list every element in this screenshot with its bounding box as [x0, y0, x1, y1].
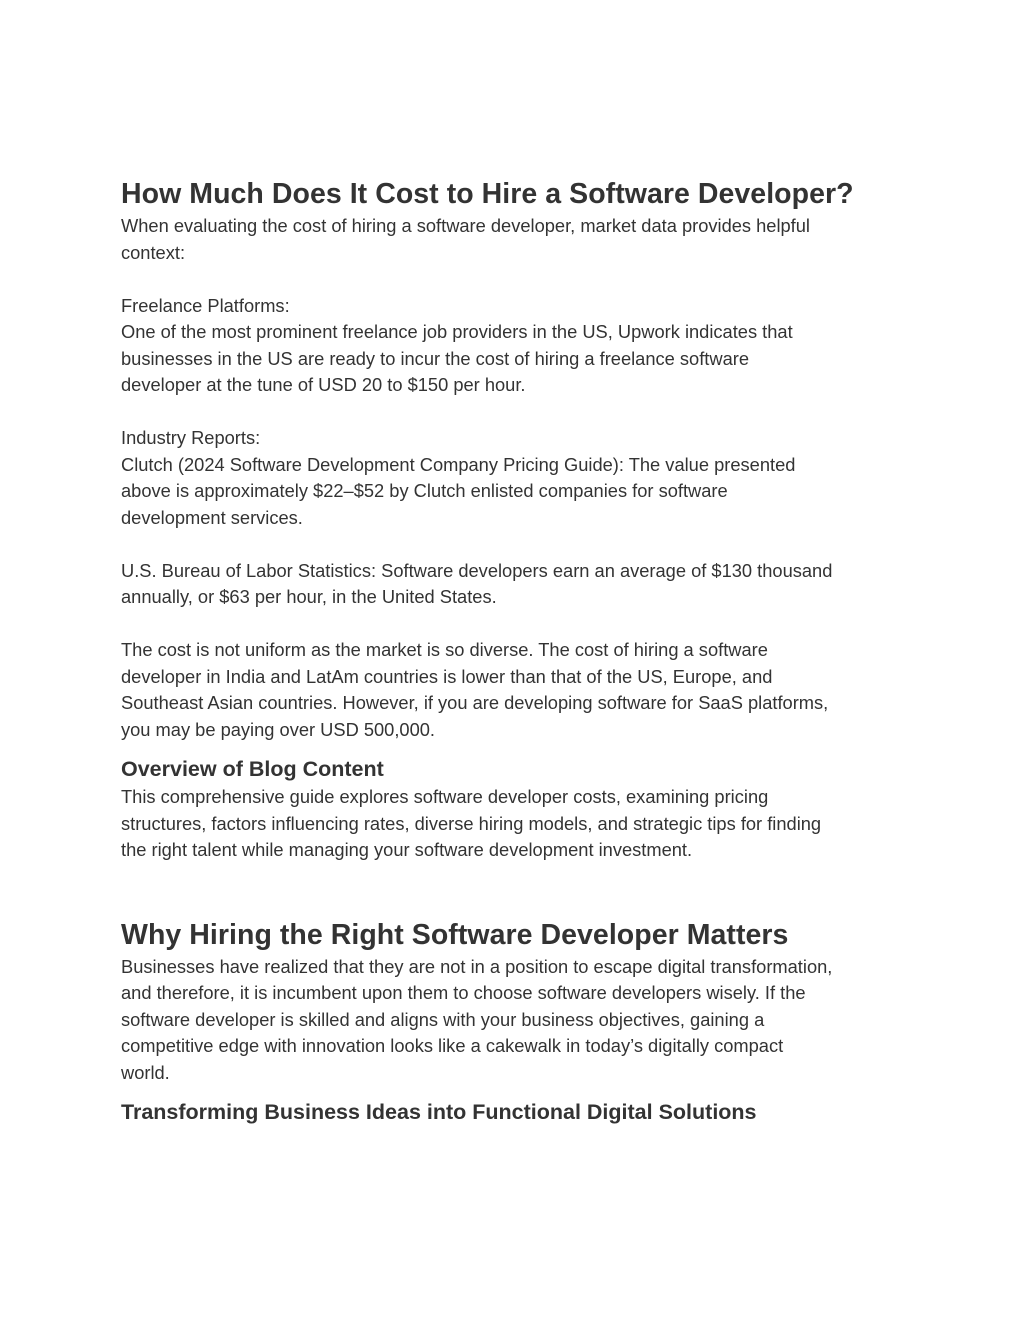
diverse-line-4: you may be paying over USD 500,000. — [121, 718, 436, 740]
freelance-line-3: developer at the tune of USD 20 to $150 per hour. — [121, 374, 526, 395]
industry-label: Industry Reports: — [121, 427, 261, 448]
overview-line-3: the right talent while managing your software development investment. — [121, 839, 693, 860]
intro-line-2: context: — [121, 241, 186, 263]
heading-cost-to-hire: How Much Does It Cost to Hire a Software Developer? — [121, 178, 854, 210]
why-line-4: competitive edge with innovation looks like a cakewalk in today’s digitally compact — [121, 1035, 784, 1056]
heading-overview: Overview of Blog Content — [121, 757, 384, 781]
industry-line-3: development services. — [121, 506, 303, 528]
why-line-1: Businesses have realized that they are not in a position to escape digital transformation, — [121, 955, 833, 977]
industry-line-2: above is approximately $22–$52 by Clutch enlisted companies for software — [121, 480, 728, 501]
why-line-5: world. — [121, 1061, 170, 1083]
diverse-line-3: Southeast Asian countries. However, if you are developing software for SaaS platforms, — [121, 692, 829, 713]
freelance-line-2: businesses in the US are ready to incur the cost of hiring a freelance software — [121, 347, 749, 369]
why-line-3: software developer is skilled and aligns with your business objectives, gaining a — [121, 1008, 765, 1030]
diverse-line-1: The cost is not uniform as the market is so diverse. The cost of hiring a software — [121, 639, 768, 660]
why-line-2: and therefore, it is incumbent upon them to choose software developers wisely. If the — [121, 982, 806, 1003]
freelance-line-1: One of the most prominent freelance job providers in the US, Upwork indicates that — [121, 321, 793, 342]
heading-transforming: Transforming Business Ideas into Functional Digital Solutions — [121, 1100, 757, 1124]
heading-why-hiring: Why Hiring the Right Software Developer Matters — [121, 918, 789, 951]
diverse-line-2: developer in India and LatAm countries is lower than that of the US, Europe, and — [121, 665, 773, 687]
overview-line-1: This comprehensive guide explores software developer costs, examining pricing — [121, 786, 769, 807]
intro-line-1: When evaluating the cost of hiring a software developer, market data provides helpful — [121, 215, 810, 236]
document-page — [121, 177, 911, 1125]
industry-line-1: Clutch (2024 Software Development Company Pricing Guide): The value presented — [121, 453, 796, 475]
bls-line-1: U.S. Bureau of Labor Statistics: Software developers earn an average of $130 thousand — [121, 559, 833, 581]
bls-line-2: annually, or $63 per hour, in the United States. — [121, 586, 497, 607]
overview-line-2: structures, factors influencing rates, diverse hiring models, and strategic tips for finding — [121, 812, 822, 834]
freelance-label: Freelance Platforms: — [121, 294, 290, 316]
